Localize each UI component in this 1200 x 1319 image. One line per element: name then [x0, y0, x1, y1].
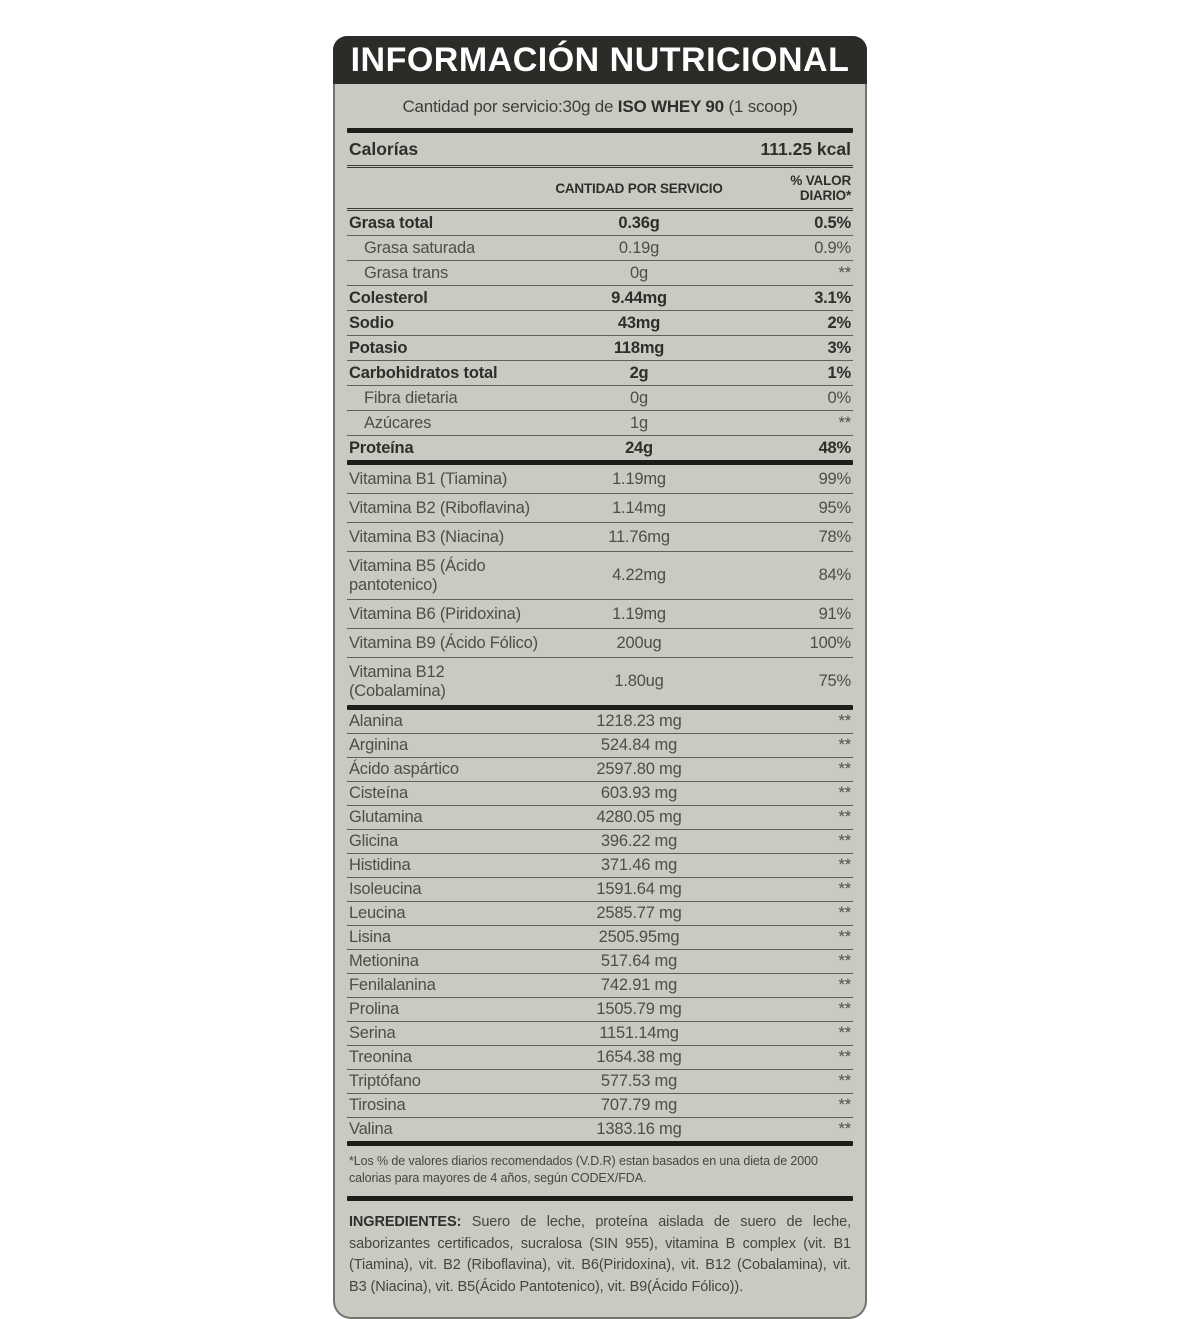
serving-prefix: Cantidad por servicio:30g de: [402, 97, 618, 116]
nutrient-row: [347, 361, 853, 386]
nutrient-daily-value: **: [838, 952, 851, 970]
nutrient-name: Vitamina B6 (Piridoxina): [349, 604, 521, 623]
nutrient-row: [347, 211, 853, 236]
label-body: [333, 84, 867, 1319]
nutrient-daily-value: **: [838, 736, 851, 754]
calories-label: Calorías: [349, 139, 419, 159]
nutrient-name: Serina: [349, 1024, 396, 1042]
nutrient-row: [347, 600, 853, 629]
column-header-row: [347, 168, 853, 208]
nutrient-row: [347, 658, 853, 705]
nutrition-label: [333, 36, 867, 1319]
daily-value-footnote: *Los % de valores diarios recomendados (V.D.R) estan basados en una dieta de 2000 calorias para mayores de 4 años, según CODEX/FDA.: [349, 1154, 818, 1185]
nutrient-amount: 1.19mg: [612, 604, 666, 623]
column-header-amount: CANTIDAD POR SERVICIO: [555, 180, 723, 196]
nutrient-amount: 603.93 mg: [600, 784, 678, 802]
nutrient-row: [347, 734, 853, 758]
nutrient-row: [347, 1046, 853, 1070]
nutrient-row: [347, 261, 853, 286]
nutrient-row: [347, 854, 853, 878]
nutrient-row: [347, 552, 853, 600]
label-title: INFORMACIÓN NUTRICIONAL: [350, 40, 850, 79]
nutrient-name: Vitamina B5 (Ácido pantotenico): [349, 556, 486, 594]
nutrient-name: Grasa trans: [364, 263, 448, 282]
calories-value: 111.25 kcal: [760, 139, 851, 159]
nutrient-daily-value: 2%: [827, 313, 851, 332]
macronutrient-rows: [347, 211, 853, 460]
column-header-daily-value: % VALOR DIARIO*: [790, 173, 851, 203]
nutrient-daily-value: **: [838, 1072, 851, 1090]
nutrient-amount: 577.53 mg: [600, 1072, 678, 1090]
nutrient-name: Vitamina B1 (Tiamina): [349, 469, 508, 488]
nutrient-amount: 4280.05 mg: [596, 808, 682, 826]
nutrient-daily-value: 0.9%: [814, 238, 851, 257]
nutrient-amount: 0g: [630, 263, 648, 282]
nutrient-daily-value: **: [838, 1048, 851, 1066]
nutrient-daily-value: **: [838, 263, 851, 282]
label-title-bar: [333, 36, 867, 84]
nutrient-amount: 9.44mg: [611, 288, 667, 307]
vitamin-rows: [347, 465, 853, 705]
nutrient-daily-value: **: [838, 760, 851, 778]
nutrient-amount: 2585.77 mg: [596, 904, 682, 922]
nutrient-amount: 0.36g: [618, 213, 660, 232]
nutrient-row: [347, 336, 853, 361]
nutrient-amount: 742.91 mg: [600, 976, 678, 994]
nutrient-name: Fenilalanina: [349, 976, 436, 994]
nutrient-amount: 707.79 mg: [600, 1096, 678, 1114]
nutrient-row: [347, 1118, 853, 1141]
nutrient-amount: 0.19g: [618, 238, 660, 257]
nutrient-row: [347, 286, 853, 311]
nutrient-daily-value: 99%: [818, 469, 851, 488]
nutrient-row: [347, 523, 853, 552]
nutrient-name: Arginina: [349, 736, 408, 754]
nutrient-name: Cisteína: [349, 784, 408, 802]
nutrient-amount: 1383.16 mg: [596, 1120, 682, 1138]
nutrient-row: [347, 465, 853, 494]
nutrient-amount: 2505.95mg: [598, 928, 680, 946]
nutrient-name: Vitamina B9 (Ácido Fólico): [349, 633, 538, 652]
nutrient-amount: 524.84 mg: [600, 736, 678, 754]
nutrient-daily-value: 95%: [818, 498, 851, 517]
nutrient-amount: 4.22mg: [612, 566, 666, 584]
nutrient-name: Sodio: [349, 313, 394, 332]
nutrient-daily-value: 3.1%: [814, 288, 851, 307]
nutrient-row: [347, 494, 853, 523]
nutrient-daily-value: 78%: [818, 527, 851, 546]
nutrient-name: Vitamina B2 (Riboflavina): [349, 498, 530, 517]
nutrient-name: Prolina: [349, 1000, 399, 1018]
calories-row: [347, 133, 853, 165]
nutrient-row: [347, 830, 853, 854]
nutrient-daily-value: **: [838, 928, 851, 946]
nutrient-name: Potasio: [349, 338, 408, 357]
nutrient-row: [347, 926, 853, 950]
nutrient-amount: 11.76mg: [608, 527, 670, 546]
nutrient-row: [347, 411, 853, 436]
nutrient-name: Ácido aspártico: [349, 760, 459, 778]
nutrient-amount: 396.22 mg: [600, 832, 678, 850]
nutrient-row: [347, 782, 853, 806]
nutrient-name: Triptófano: [349, 1072, 421, 1090]
nutrient-daily-value: 75%: [818, 672, 851, 690]
nutrient-name: Vitamina B12 (Cobalamina): [349, 662, 446, 700]
nutrient-row: [347, 1094, 853, 1118]
nutrient-name: Metionina: [349, 952, 419, 970]
nutrient-name: Vitamina B3 (Niacina): [349, 527, 505, 546]
nutrient-daily-value: **: [838, 976, 851, 994]
serving-size-line: [347, 84, 853, 128]
nutrient-daily-value: 84%: [818, 566, 851, 584]
serving-suffix: (1 scoop): [723, 97, 798, 116]
nutrient-row: [347, 710, 853, 734]
nutrient-daily-value: 1%: [827, 363, 851, 382]
nutrient-row: [347, 758, 853, 782]
nutrient-daily-value: 0.5%: [814, 213, 851, 232]
nutrient-row: [347, 311, 853, 336]
nutrient-amount: 2597.80 mg: [596, 760, 682, 778]
nutrient-daily-value: **: [838, 832, 851, 850]
nutrient-amount: 1.14mg: [612, 498, 666, 517]
nutrient-name: Isoleucina: [349, 880, 422, 898]
nutrient-row: [347, 1070, 853, 1094]
nutrient-amount: 118mg: [613, 338, 665, 357]
nutrient-daily-value: 48%: [818, 438, 851, 457]
nutrient-name: Proteína: [349, 438, 414, 457]
nutrient-amount: 43mg: [617, 313, 661, 332]
nutrient-daily-value: 3%: [827, 338, 851, 357]
nutrient-daily-value: **: [838, 856, 851, 874]
nutrient-name: Glutamina: [349, 808, 423, 826]
nutrient-name: Alanina: [349, 712, 403, 730]
nutrient-name: Azúcares: [364, 413, 432, 432]
nutrient-daily-value: **: [838, 880, 851, 898]
nutrient-daily-value: **: [838, 1120, 851, 1138]
nutrient-amount: 1.80ug: [614, 672, 664, 690]
nutrient-name: Leucina: [349, 904, 406, 922]
nutrient-name: Glicina: [349, 832, 399, 850]
nutrient-amount: 517.64 mg: [600, 952, 678, 970]
nutrient-daily-value: 100%: [809, 633, 851, 652]
nutrient-amount: 2g: [629, 363, 649, 382]
nutrient-row: [347, 436, 853, 460]
nutrient-amount: 1505.79 mg: [596, 1000, 682, 1018]
nutrient-row: [347, 998, 853, 1022]
nutrient-name: Treonina: [349, 1048, 412, 1066]
ingredients-label: INGREDIENTES:: [349, 1213, 462, 1230]
nutrient-daily-value: **: [838, 784, 851, 802]
nutrient-name: Colesterol: [349, 288, 428, 307]
nutrient-amount: 1151.14mg: [599, 1024, 679, 1042]
nutrient-amount: 1654.38 mg: [596, 1048, 682, 1066]
nutrient-amount: 0g: [630, 388, 648, 407]
ingredients-text: Suero de leche, proteína aislada de suero de leche, saborizantes certificados, sucralosa (SIN 955), vitamina B complex (vit. B1 (Tiamina), vit. B2 (Riboflavina), vit. B6(Piridoxina), vit. B12 (Cobalamina), vit. B3 (Niacina), vit. B5(Ácido Pantotenico), vit. B9(Ácido Fólico)).: [349, 1213, 851, 1295]
nutrient-row: [347, 806, 853, 830]
nutrient-amount: 1218.23 mg: [596, 712, 682, 730]
nutrient-row: [347, 629, 853, 658]
nutrient-row: [347, 236, 853, 261]
nutrient-name: Grasa saturada: [364, 238, 475, 257]
nutrient-name: Carbohidratos total: [349, 363, 498, 382]
product-name: ISO WHEY 90: [617, 97, 724, 116]
nutrient-daily-value: **: [838, 413, 851, 432]
nutrient-row: [347, 974, 853, 998]
nutrient-amount: 24g: [625, 438, 653, 457]
nutrient-row: [347, 902, 853, 926]
nutrient-row: [347, 950, 853, 974]
nutrient-name: Tirosina: [349, 1096, 406, 1114]
nutrient-daily-value: **: [838, 808, 851, 826]
nutrient-row: [347, 878, 853, 902]
nutrient-amount: 1g: [630, 413, 648, 432]
nutrient-amount: 1591.64 mg: [596, 880, 682, 898]
nutrient-name: Lisina: [349, 928, 391, 946]
nutrient-name: Fibra dietaria: [364, 388, 458, 407]
nutrient-daily-value: **: [838, 712, 851, 730]
nutrient-daily-value: 91%: [818, 604, 851, 623]
nutrient-name: Histidina: [349, 856, 411, 874]
ingredients-paragraph: [347, 1201, 853, 1317]
nutrient-name: Valina: [349, 1120, 393, 1138]
nutrient-amount: 1.19mg: [612, 469, 666, 488]
nutrient-daily-value: **: [838, 1000, 851, 1018]
nutrient-daily-value: **: [838, 904, 851, 922]
nutrient-row: [347, 386, 853, 411]
nutrient-amount: 371.46 mg: [600, 856, 678, 874]
nutrient-row: [347, 1022, 853, 1046]
nutrient-amount: 200ug: [616, 633, 662, 652]
nutrient-daily-value: **: [838, 1096, 851, 1114]
amino-acid-rows: [347, 710, 853, 1141]
nutrient-daily-value: **: [838, 1024, 851, 1042]
nutrient-daily-value: 0%: [827, 388, 851, 407]
nutrient-name: Grasa total: [349, 213, 433, 232]
